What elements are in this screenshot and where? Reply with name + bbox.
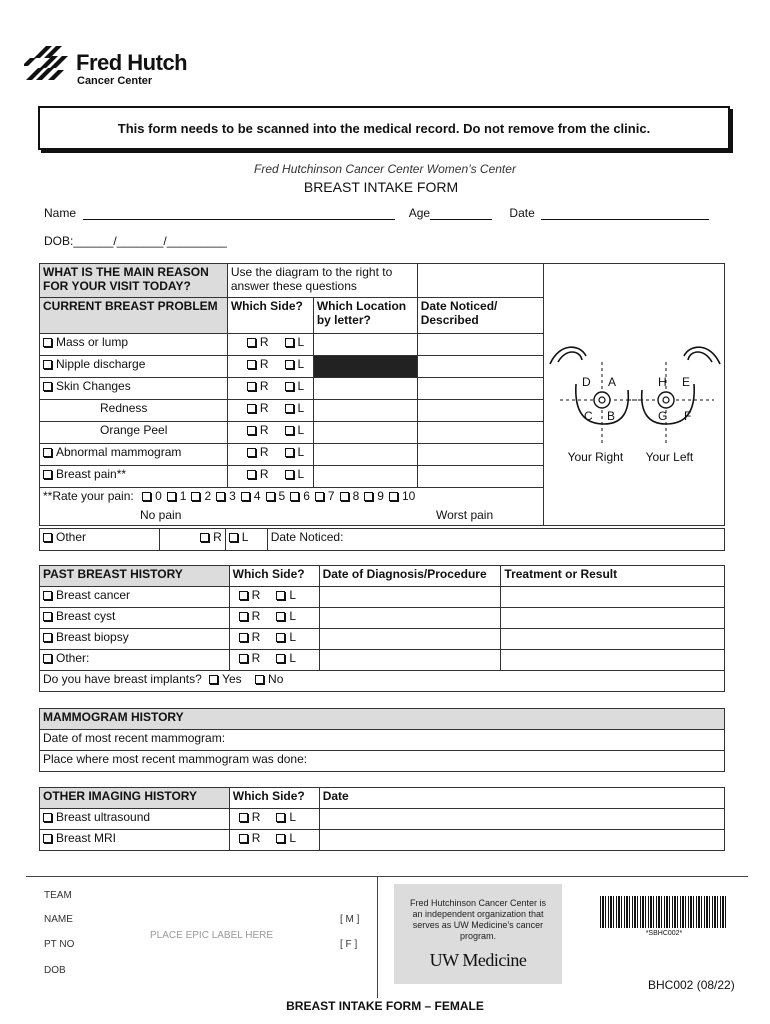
footer-divider — [377, 876, 378, 998]
nipple-checkbox[interactable] — [43, 360, 52, 369]
abnormal-mammogram-checkbox[interactable] — [43, 448, 52, 457]
l-label: L — [241, 530, 249, 544]
abnormal-right-checkbox[interactable] — [247, 448, 256, 457]
pain-option-checkbox[interactable] — [216, 492, 225, 501]
col-which-side: Which Side? — [227, 298, 313, 334]
pain-option-checkbox[interactable] — [340, 492, 349, 501]
mammogram-place-field[interactable]: Place where most recent mammogram was done: — [40, 751, 725, 772]
pain-option-checkbox[interactable] — [142, 492, 151, 501]
skin-checkbox[interactable] — [43, 382, 52, 391]
dob-field[interactable]: DOB:______/_______/_________ — [44, 234, 227, 248]
r-label: R — [251, 630, 261, 644]
date-label: Date — [509, 206, 535, 220]
l-label: L — [297, 357, 305, 371]
implants-no-checkbox[interactable] — [255, 675, 264, 684]
cancer-left-checkbox[interactable] — [276, 591, 285, 600]
barcode-text: *SBHC002* — [645, 930, 683, 937]
current-problem-table — [39, 263, 725, 526]
diagram-instruction: Use the diagram to the right to answer these questions — [227, 264, 417, 298]
r-label: R — [259, 423, 269, 437]
pain-location-field[interactable] — [313, 466, 417, 488]
mri-checkbox[interactable] — [43, 834, 52, 843]
implants-yes-checkbox[interactable] — [209, 675, 218, 684]
skin-label: Skin Changes — [56, 379, 131, 393]
date-field[interactable] — [541, 208, 709, 220]
skin-location-field[interactable] — [313, 378, 417, 400]
barcode-bars — [600, 896, 728, 928]
logo-line1: Fred Hutch — [76, 50, 188, 75]
ultrasound-date-field[interactable] — [319, 809, 724, 830]
no-pain-label: No pain — [140, 508, 182, 522]
mammogram-header: MAMMOGRAM HISTORY — [40, 709, 725, 730]
l-label: L — [297, 467, 305, 481]
uw-medicine-box — [394, 884, 562, 984]
past-row-biopsy — [40, 629, 725, 650]
l-label: L — [289, 810, 297, 824]
r-label: R — [259, 357, 269, 371]
col-which-location: Which Location by letter? — [313, 298, 417, 334]
pain-option-3[interactable] — [216, 489, 236, 503]
orange-peel-left-checkbox[interactable] — [285, 426, 294, 435]
r-label: R — [259, 445, 269, 459]
r-label: R — [251, 831, 261, 845]
your-right-label: Your Right — [567, 450, 624, 464]
cancer-checkbox[interactable] — [43, 591, 52, 600]
past-row-cyst — [40, 608, 725, 629]
epic-label-placeholder: PLACE EPIC LABEL HERE — [150, 930, 274, 941]
pain-option-checkbox[interactable] — [241, 492, 250, 501]
letter-h: H — [657, 375, 667, 389]
sex-f-label: [ F ] — [340, 939, 358, 950]
imaging-col-side: Which Side? — [229, 788, 319, 809]
past-other-checkbox[interactable] — [43, 654, 52, 663]
fred-hutch-mark-icon — [24, 44, 70, 86]
pain-label: Breast pain** — [56, 467, 127, 481]
r-label: R — [259, 335, 269, 349]
other-problem-row — [39, 528, 725, 551]
past-other-result-field[interactable] — [501, 650, 725, 671]
your-left-label: Your Left — [645, 450, 694, 464]
pain-option-label: 10 — [401, 489, 416, 503]
pain-scale — [43, 489, 540, 503]
ultrasound-checkbox[interactable] — [43, 813, 52, 822]
form-footer-title: BREAST INTAKE FORM – FEMALE — [286, 999, 484, 1013]
skin-left-checkbox[interactable] — [285, 382, 294, 391]
logo-line2: Cancer Center — [77, 75, 153, 87]
r-label: R — [251, 651, 261, 665]
main-reason-header: WHAT IS THE MAIN REASON FOR YOUR VISIT TODAY? — [40, 264, 228, 298]
cancer-label: Breast cancer — [56, 588, 131, 602]
current-problem-header: CURRENT BREAST PROBLEM — [40, 298, 228, 334]
pain-option-2[interactable] — [191, 489, 211, 503]
r-label: R — [251, 588, 261, 602]
other-label: Other — [56, 530, 87, 544]
redness-location-field[interactable] — [313, 400, 417, 422]
form-title: BREAST INTAKE FORM — [303, 179, 459, 195]
implants-row — [40, 671, 725, 692]
cancer-result-field[interactable] — [501, 587, 725, 608]
ultrasound-right-checkbox[interactable] — [239, 813, 248, 822]
l-label: L — [297, 335, 305, 349]
other-date-noticed-field[interactable] — [267, 529, 724, 551]
pain-option-label: 6 — [303, 489, 310, 503]
biopsy-result-field[interactable] — [501, 629, 725, 650]
pain-option-9[interactable] — [364, 489, 384, 503]
past-row-other — [40, 650, 725, 671]
pain-option-4[interactable] — [241, 489, 261, 503]
form-subtitle: Fred Hutchinson Cancer Center Women’s Center — [254, 162, 516, 176]
pain-option-0[interactable] — [142, 489, 162, 503]
mri-right-checkbox[interactable] — [239, 834, 248, 843]
orange-peel-label: Orange Peel — [100, 423, 168, 437]
past-row-cancer — [40, 587, 725, 608]
pain-option-10[interactable] — [389, 489, 415, 503]
r-label: R — [251, 810, 261, 824]
implants-question: Do you have breast implants? — [43, 672, 202, 686]
r-label: R — [259, 467, 269, 481]
redness-left-checkbox[interactable] — [285, 404, 294, 413]
pain-scale-options — [137, 489, 415, 503]
breast-diagram — [546, 340, 724, 450]
imaging-header: OTHER IMAGING HISTORY — [40, 788, 230, 809]
past-history-header: PAST BREAST HISTORY — [40, 566, 230, 587]
pain-option-label: 1 — [179, 489, 187, 503]
redness-date-field[interactable] — [417, 400, 543, 422]
r-label: R — [251, 609, 261, 623]
letter-a: A — [607, 375, 616, 389]
nipple-location-blocked — [313, 356, 417, 378]
pain-option-label: 7 — [327, 489, 335, 503]
letter-f: F — [683, 409, 691, 423]
mri-left-checkbox[interactable] — [276, 834, 285, 843]
biopsy-right-checkbox[interactable] — [239, 633, 248, 642]
other-right-checkbox[interactable] — [200, 533, 209, 542]
nipple-left-checkbox[interactable] — [285, 360, 294, 369]
pain-option-label: 4 — [253, 489, 261, 503]
form-code: BHC002 (08/22) — [648, 978, 735, 992]
pain-scale-label: **Rate your pain: — [43, 489, 134, 503]
past-other-date-field[interactable] — [319, 650, 501, 671]
age-label: Age — [408, 206, 431, 220]
abnormal-left-checkbox[interactable] — [285, 448, 294, 457]
pain-option-checkbox[interactable] — [315, 492, 324, 501]
ultrasound-label: Breast ultrasound — [56, 810, 151, 824]
ptno-label: PT NO — [44, 939, 75, 950]
pain-option-checkbox[interactable] — [389, 492, 398, 501]
pain-left-checkbox[interactable] — [285, 470, 294, 479]
biopsy-checkbox[interactable] — [43, 633, 52, 642]
mri-date-field[interactable] — [319, 830, 724, 851]
biopsy-date-field[interactable] — [319, 629, 501, 650]
pain-option-label: 2 — [204, 489, 212, 503]
l-label: L — [289, 588, 296, 602]
mass-location-field[interactable] — [313, 334, 417, 356]
pain-option-checkbox[interactable] — [266, 492, 275, 501]
r-label: R — [259, 379, 269, 393]
pain-option-5[interactable] — [266, 489, 286, 503]
recent-mammogram-field[interactable]: Date of most recent mammogram: — [40, 730, 725, 751]
worst-pain-label: Worst pain — [436, 508, 494, 522]
pain-option-label: 5 — [278, 489, 286, 503]
mass-checkbox[interactable] — [43, 338, 52, 347]
orange-peel-location-field[interactable] — [313, 422, 417, 444]
past-col-date: Date of Diagnosis/Procedure — [319, 566, 501, 587]
pain-option-7[interactable] — [315, 489, 335, 503]
other-left-checkbox[interactable] — [229, 533, 238, 542]
past-breast-history-table — [39, 565, 725, 692]
pain-option-label: 0 — [155, 489, 162, 503]
mass-date-field[interactable] — [417, 334, 543, 356]
epic-label-area — [44, 890, 364, 990]
cancer-right-checkbox[interactable] — [239, 591, 248, 600]
abnormal-mammogram-label: Abnormal mammogram — [56, 445, 182, 459]
mass-label: Mass or lump — [56, 335, 129, 349]
fred-hutch-logo — [24, 44, 188, 89]
cyst-right-checkbox[interactable] — [239, 612, 248, 621]
pain-option-1[interactable] — [167, 489, 187, 503]
pain-option-label: 3 — [229, 489, 236, 503]
imaging-col-date: Date — [319, 788, 724, 809]
imaging-row-mri — [40, 830, 725, 851]
other-checkbox[interactable] — [43, 533, 52, 542]
col-date-noticed: Date Noticed/ Described — [417, 298, 543, 334]
scan-notice-banner — [38, 106, 730, 150]
scan-notice-text: This form needs to be scanned into the medical record. Do not remove from the clinic. — [117, 120, 651, 136]
implants-yes-label: Yes — [222, 672, 242, 686]
l-label: L — [289, 831, 297, 845]
cyst-result-field[interactable] — [501, 608, 725, 629]
name-row — [44, 206, 709, 220]
mass-right-checkbox[interactable] — [247, 338, 256, 347]
letter-b: B — [606, 409, 615, 423]
redness-right-checkbox[interactable] — [247, 404, 256, 413]
breast-diagram-cell — [543, 264, 724, 526]
orange-peel-date-field[interactable] — [417, 422, 543, 444]
other-date-noticed-label: Date Noticed: — [270, 530, 344, 544]
pain-option-checkbox[interactable] — [364, 492, 373, 501]
biopsy-left-checkbox[interactable] — [276, 633, 285, 642]
orange-peel-right-checkbox[interactable] — [247, 426, 256, 435]
past-col-result: Treatment or Result — [501, 566, 725, 587]
pain-option-8[interactable] — [340, 489, 360, 503]
past-other-left-checkbox[interactable] — [276, 654, 285, 663]
pain-right-checkbox[interactable] — [247, 470, 256, 479]
pain-option-label: 9 — [377, 489, 384, 503]
cyst-label: Breast cyst — [56, 609, 116, 623]
uw-note: Fred Hutchinson Cancer Center is an independent organization that serves as UW Medicine’s cancer program. — [409, 898, 547, 941]
other-imaging-table — [39, 787, 725, 851]
pain-option-checkbox[interactable] — [191, 492, 200, 501]
r-label: R — [259, 401, 269, 415]
age-field[interactable] — [430, 208, 492, 220]
pain-date-field[interactable] — [417, 466, 543, 488]
abnormal-date-field[interactable] — [417, 444, 543, 466]
nipple-right-checkbox[interactable] — [247, 360, 256, 369]
past-col-side: Which Side? — [229, 566, 319, 587]
l-label: L — [297, 379, 305, 393]
cyst-left-checkbox[interactable] — [276, 612, 285, 621]
l-label: L — [297, 445, 305, 459]
team-label: TEAM — [44, 890, 72, 901]
letter-c: C — [583, 409, 593, 423]
l-label: L — [297, 423, 305, 437]
l-label: L — [297, 401, 305, 415]
name-field[interactable] — [83, 208, 395, 220]
name-footer-label: NAME — [44, 914, 73, 925]
letter-g: G — [657, 409, 667, 423]
biopsy-label: Breast biopsy — [56, 630, 129, 644]
nipple-date-field[interactable] — [417, 356, 543, 378]
past-other-right-checkbox[interactable] — [239, 654, 248, 663]
uw-medicine-logo: UW Medicine — [429, 950, 527, 970]
mass-left-checkbox[interactable] — [285, 338, 294, 347]
footer-rule — [26, 876, 748, 877]
skin-date-field[interactable] — [417, 378, 543, 400]
implants-no-label: No — [268, 672, 284, 686]
r-label: R — [213, 530, 222, 544]
skin-right-checkbox[interactable] — [247, 382, 256, 391]
name-label: Name — [44, 206, 77, 220]
letter-e: E — [681, 375, 690, 389]
mammogram-history-table — [39, 708, 725, 772]
pain-option-checkbox[interactable] — [290, 492, 299, 501]
l-label: L — [289, 630, 296, 644]
pain-option-label: 8 — [352, 489, 360, 503]
past-other-label: Other: — [56, 651, 90, 665]
mri-label: Breast MRI — [56, 831, 117, 845]
imaging-row-ultrasound — [40, 809, 725, 830]
l-label: L — [289, 609, 296, 623]
nipple-label: Nipple discharge — [56, 357, 146, 371]
sex-m-label: [ M ] — [340, 914, 360, 925]
pain-option-6[interactable] — [290, 489, 310, 503]
letter-d: D — [581, 375, 591, 389]
abnormal-location-field[interactable] — [313, 444, 417, 466]
redness-label: Redness — [100, 401, 148, 415]
ultrasound-left-checkbox[interactable] — [276, 813, 285, 822]
cyst-date-field[interactable] — [319, 608, 501, 629]
pain-option-checkbox[interactable] — [167, 492, 176, 501]
l-label: L — [289, 651, 296, 665]
pain-checkbox[interactable] — [43, 470, 52, 479]
cyst-checkbox[interactable] — [43, 612, 52, 621]
cancer-date-field[interactable] — [319, 587, 501, 608]
barcode — [600, 896, 728, 937]
dob-footer-label: DOB — [44, 965, 66, 976]
